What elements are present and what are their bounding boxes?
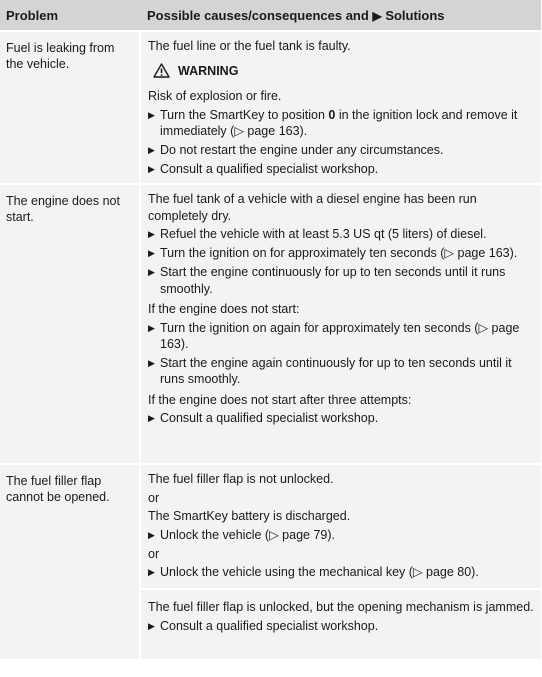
solution-block [141, 185, 541, 435]
step-text: Turn the ignition on again for approximately ten seconds (▷ page 163). [160, 320, 520, 351]
solution-cell [141, 465, 541, 659]
header-problem: Problem [6, 7, 59, 23]
solution-step [148, 320, 535, 353]
step-text: Consult a qualified specialist workshop. [160, 618, 379, 633]
condition-text: If the engine does not start: [148, 302, 300, 316]
header-solutions-text: Solutions [385, 7, 445, 23]
step-text: Unlock the vehicle using the mechanical key (▷ page 80). [160, 565, 479, 579]
header-causes-solutions [141, 8, 541, 23]
problem-cell: The fuel filler flap cannot be opened. [0, 465, 141, 659]
step-arrow-icon: ▶ [148, 229, 155, 239]
table-row [0, 32, 541, 185]
solution-step [148, 618, 535, 635]
or-text: or [148, 546, 160, 561]
or-text: or [148, 490, 160, 505]
solution-step [148, 161, 535, 178]
table-row [0, 185, 541, 465]
solution-step [148, 564, 535, 581]
warning-triangle-icon [153, 63, 170, 78]
solution-block [141, 465, 541, 588]
table-row [0, 465, 541, 661]
step-arrow-icon: ▶ [148, 567, 155, 577]
step-arrow-icon: ▶ [148, 322, 155, 333]
step-text: Refuel the vehicle with at least 5.3 US qt (5 liters) of diesel. [160, 227, 487, 241]
step-arrow-icon: ▶ [148, 529, 155, 540]
solution-step [148, 264, 535, 297]
step-arrow-icon: ▶ [148, 620, 155, 631]
problem-cell: The engine does not start. [0, 185, 141, 463]
step-arrow-icon: ▶ [148, 163, 155, 174]
solution-step [148, 107, 535, 140]
risk-text: Risk of explosion or fire. [148, 89, 282, 103]
solution-step [148, 226, 535, 243]
solution-step [148, 245, 535, 262]
step-arrow-icon: ▶ [148, 248, 155, 258]
step-text: Turn the ignition on for approximately ten seconds (▷ page 163). [160, 246, 518, 260]
solution-step [148, 355, 535, 388]
cause-text: The fuel line or the fuel tank is faulty. [148, 39, 351, 53]
ignition-position: 0 [328, 107, 336, 122]
step-arrow-icon: ▶ [148, 109, 155, 120]
warning-heading [153, 63, 535, 80]
cause-text: The fuel filler flap is not unlocked. [148, 472, 334, 486]
step-text: Consult a qualified specialist workshop. [160, 411, 379, 425]
step-arrow-icon: ▶ [148, 413, 155, 423]
step-arrow-icon: ▶ [148, 144, 155, 155]
header-causes-text: Possible causes/consequences and [147, 7, 369, 23]
step-text: Unlock the vehicle (▷ page 79). [160, 527, 335, 542]
condition-text: If the engine does not start after three attempts: [148, 392, 412, 407]
cause-text: The fuel filler flap is unlocked, but the opening mechanism is jammed. [148, 600, 534, 614]
cause-text: The SmartKey battery is discharged. [148, 509, 351, 523]
solution-step [148, 527, 535, 544]
step-arrow-icon: ▶ [148, 267, 155, 277]
step-text-cont: in the ignition lock and remove it immediately (▷ page 163). [160, 107, 518, 138]
step-text: Start the engine again continuously for up to ten seconds until it runs smoothly. [160, 355, 512, 386]
problem-cell: Fuel is leaking from the vehicle. [0, 32, 141, 183]
step-text: Turn the SmartKey to position [160, 107, 325, 122]
step-arrow-icon: ▶ [148, 357, 155, 368]
cause-text: The fuel tank of a vehicle with a diesel engine has been run completely dry. [148, 192, 477, 223]
solution-block [141, 588, 541, 643]
warning-label: WARNING [178, 63, 239, 78]
solution-cell [141, 185, 541, 463]
solution-block [141, 32, 541, 186]
table-header [0, 0, 541, 32]
step-text: Start the engine continuously for up to ten seconds until it runs smoothly. [160, 265, 506, 296]
solution-step [148, 142, 535, 159]
step-text: Do not restart the engine under any circumstances. [160, 142, 444, 157]
solution-cell [141, 32, 541, 183]
header-arrow-icon: ▶ [372, 8, 382, 23]
solution-step [148, 410, 535, 427]
step-text: Consult a qualified specialist workshop. [160, 161, 379, 176]
